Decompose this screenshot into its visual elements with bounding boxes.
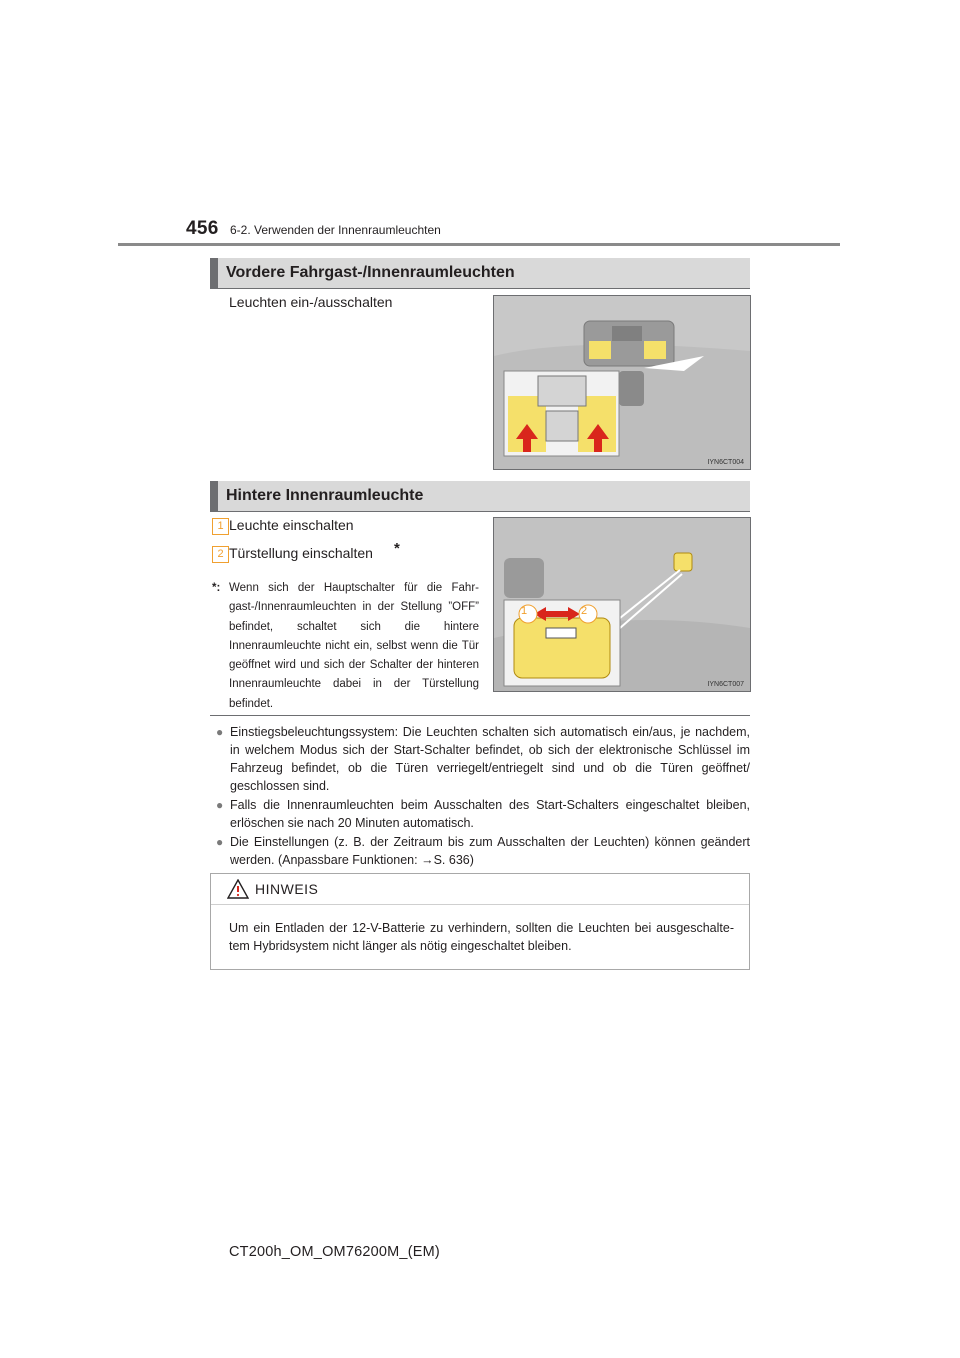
section-title: Vordere Fahrgast-/Innenraumleuchten <box>226 264 515 281</box>
section-title: Hintere Innenraumleuchte <box>226 487 424 504</box>
notes-divider <box>210 715 750 716</box>
warning-icon <box>227 879 249 899</box>
figure-code: IYN6CT007 <box>707 681 744 688</box>
bullet-icon: ● <box>216 725 224 739</box>
page-number: 456 <box>186 218 219 239</box>
figure-rear-light <box>493 517 751 692</box>
asterisk-marker: * <box>394 540 400 557</box>
header-rule <box>118 243 840 246</box>
footnote <box>212 579 479 714</box>
front-lights-illustration <box>494 296 750 469</box>
section-underline <box>210 288 750 289</box>
note-text: Einstiegsbeleuchtungssystem: Die Leuchten schalten sich automatisch ein/aus, je nachdem, in welchem Modus sich der Start-Schalter befindet, ob sich der elektronische Schlüssel im Fahrzeug befindet, ob die Türen verriegelt/entriegelt sind und ob die Türen geöffnet/ geschlossen sind. <box>230 725 750 793</box>
document-code: CT200h_OM_OM76200M_(EM) <box>229 1244 440 1260</box>
footnote-marker: *: <box>212 582 221 594</box>
list-item <box>212 540 492 568</box>
chapter-title: 6-2. Verwenden der Innenraumleuchten <box>230 223 441 237</box>
figure-code: IYN6CT004 <box>707 459 744 466</box>
note-text: Die Einstellungen (z. B. der Zeitraum bis zum Ausschalten der Leuchten) können geändert werden. (Anpassbare Funktionen: →S. 636) <box>230 835 750 867</box>
rear-light-illustration <box>494 518 750 691</box>
item-label: Leuchte einschalten <box>229 517 354 533</box>
figure-label-1: 1 <box>521 605 528 617</box>
note-item <box>216 796 750 832</box>
figure-front-lights <box>493 295 751 470</box>
note-item <box>216 723 750 795</box>
section-underline <box>210 511 750 512</box>
hinweis-box <box>210 873 750 970</box>
hinweis-header <box>211 874 749 905</box>
list-item <box>212 518 492 540</box>
hinweis-title: HINWEIS <box>255 881 319 897</box>
item-label: Türstellung einschalten <box>229 545 373 561</box>
footnote-text: Wenn sich der Hauptschalter für die Fahr-gast-/Innenraumleuchten in der Stellung ”OFF” befindet, schaltet sich die hintere Innenraumleuchte nicht ein, selbst wenn die Tür geöffnet wird und sich der Schalter der hinteren Innenraumleuchte dabei in der Türstellung befindet. <box>229 582 479 710</box>
item-number-badge: 1 <box>212 518 229 535</box>
section-header-front-lights <box>210 258 750 288</box>
bullet-icon: ● <box>216 798 224 812</box>
bullet-icon: ● <box>216 835 224 849</box>
section-header-rear-light <box>210 481 750 511</box>
note-item <box>216 833 750 869</box>
item-number-badge: 2 <box>212 546 229 563</box>
note-text: Falls die Innenraumleuchten beim Ausschalten des Start-Schalters eingeschaltet bleiben, erlöschen sie nach 20 Minuten automatisch. <box>230 798 750 830</box>
front-lights-instruction: Leuchten ein-/ausschalten <box>229 294 393 310</box>
hinweis-text: Um ein Entladen der 12-V-Batterie zu verhindern, sollten die Leuchten bei ausgeschalte-tem Hybridsystem nicht länger als nötig eingeschaltet bleiben. <box>229 921 734 953</box>
section-accent <box>210 481 218 511</box>
section-accent <box>210 258 218 288</box>
figure-label-2: 2 <box>581 605 588 617</box>
